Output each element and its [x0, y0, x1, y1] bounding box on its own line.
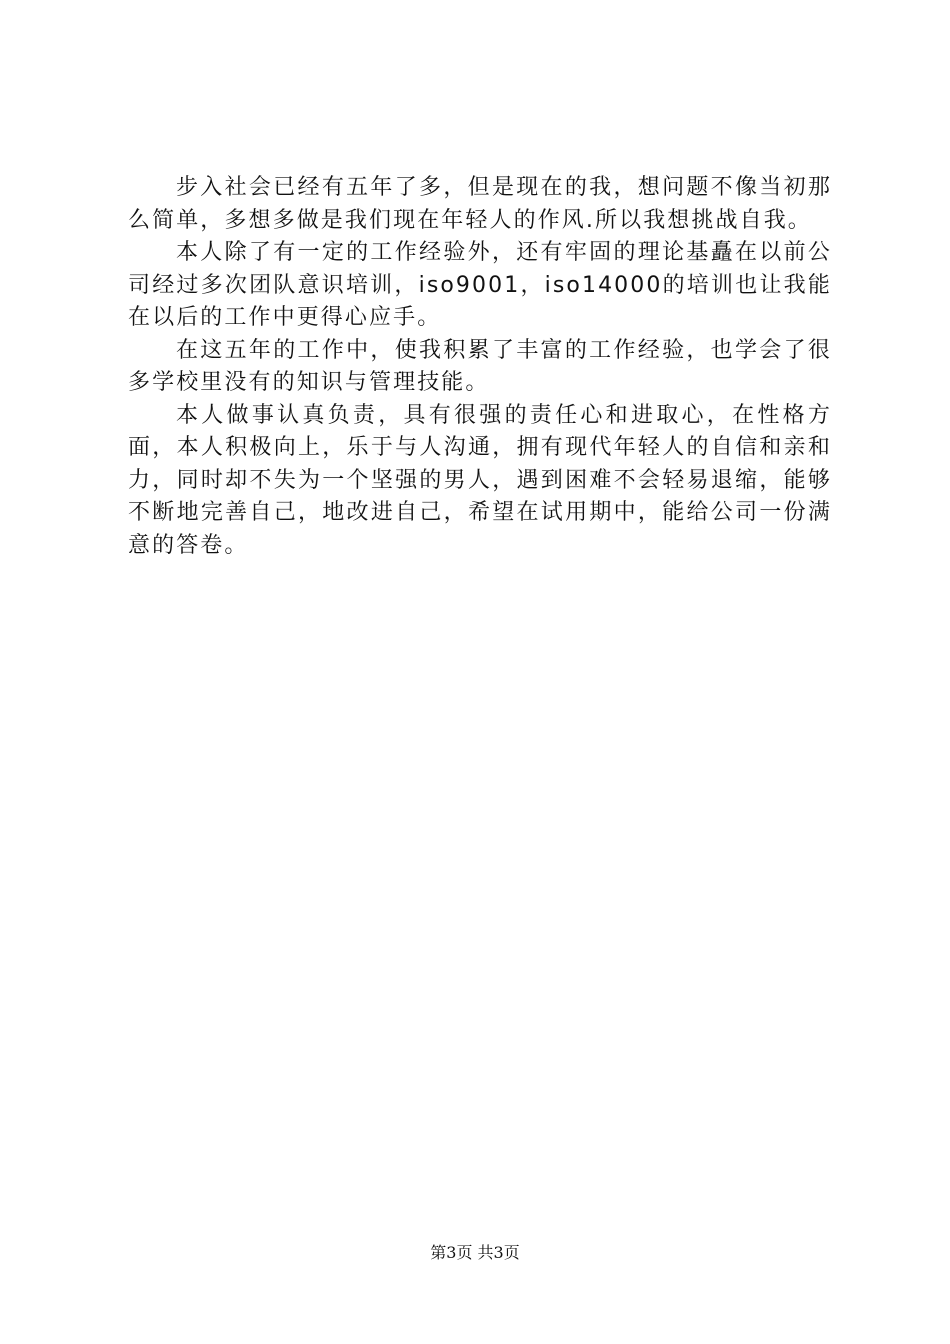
document-body	[128, 172, 832, 562]
paragraph-personality: 本人做事认真负责，具有很强的责任心和进取心，在性格方面，本人积极向上，乐于与人沟通，拥有现代年轻人的自信和亲和力，同时却不失为一个坚强的男人，遇到困难不会轻易退缩，能够不断地完善自己，地改进自己，希望在试用期中，能给公司一份满意的答卷。	[128, 402, 832, 558]
paragraph-intro: 步入社会已经有五年了多，但是现在的我，想问题不像当初那么简单，多想多做是我们现在年轻人的作风.所以我想挑战自我。	[128, 175, 832, 233]
paragraph-skills: 在这五年的工作中，使我积累了丰富的工作经验，也学会了很多学校里没有的知识与管理技能。	[128, 337, 832, 395]
paragraph-experience: 本人除了有一定的工作经验外，还有牢固的理论基矗在以前公司经过多次团队意识培训，iso9001，iso14000的培训也让我能在以后的工作中更得心应手。	[128, 240, 832, 330]
page-number-footer: 第3页 共3页	[430, 1243, 520, 1262]
